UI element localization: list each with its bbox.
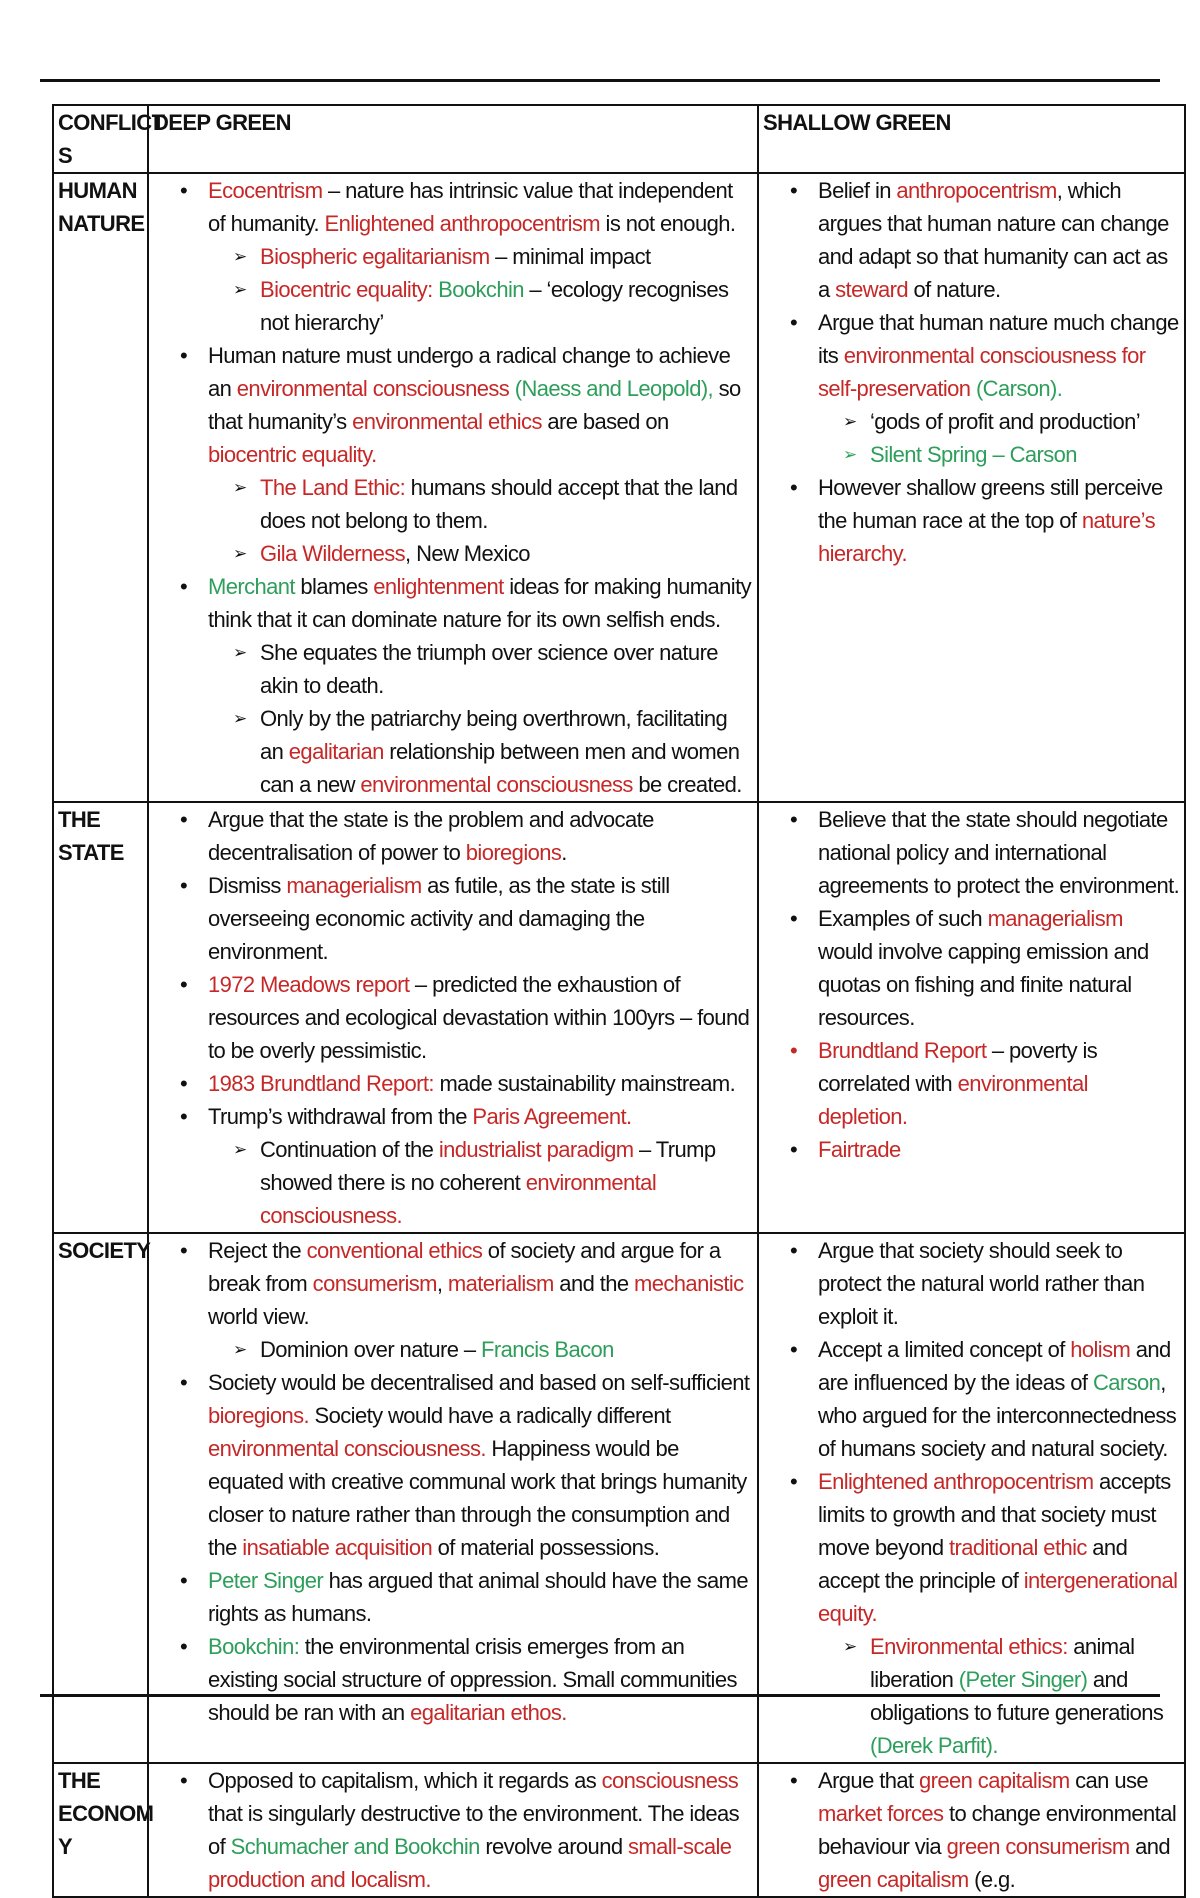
text-run: Opposed to capitalism, which it regards as [208,1768,602,1793]
key-term: 1983 Brundtland Report: [208,1071,434,1096]
bullet-item [763,306,1180,405]
text-run: Happiness would be equated with creative communal work that brings humanity closer to nature rather than through the consumption and the [208,1436,747,1560]
footer-rule [40,1694,1160,1697]
text-run: Believe that the state should negotiate national policy and international agreements to protect the environment. [818,807,1180,898]
text-run: Argue that human nature much change its [818,310,1179,368]
key-term: egalitarian [288,739,384,764]
text-run: as futile, as the state is still overseeing economic activity and damaging the environment. [208,873,670,964]
key-term: small-scale production and localism. [208,1834,732,1892]
text-run: Trump’s withdrawal from the [208,1104,473,1129]
key-term: bioregions. [208,1403,310,1428]
key-term: conventional ethics [306,1238,483,1263]
bullet-item [763,803,1180,902]
bullet-item [153,1764,753,1896]
key-term: Enlightened anthropocentrism [324,211,601,236]
bullet-item [153,1100,753,1133]
row-the-state [53,802,1185,1233]
bullet-item [763,1034,1180,1133]
text-run: blames [294,574,374,599]
text-run: relationship between men and women can a new [260,739,740,797]
thinker-reference: (Peter Singer) [958,1667,1088,1692]
sub-bullet-item [153,1333,753,1366]
key-term: 1972 Meadows report [208,972,410,997]
bullet-item [763,1234,1180,1333]
text-run: – nature has intrinsic value that independent of humanity. [208,178,733,236]
sub-bullet-item [153,702,753,801]
thinker-reference: Bookchin: [208,1634,300,1659]
deep-green-cell [148,1763,758,1897]
key-term: egalitarian ethos. [410,1700,567,1725]
text-run: ‘gods of profit and production’ [870,409,1141,434]
topic-cell: THE STATE [53,802,148,1233]
key-term: bioregions [465,840,562,865]
bullet-item [153,570,753,636]
text-run: Society would have a radically different [309,1403,671,1428]
text-run: the environmental crisis emerges from an existing social structure of oppression. Small communities should be ran with an [208,1634,737,1725]
key-term: Environmental ethics: [870,1634,1068,1659]
bullet-item [153,1630,753,1729]
text-run: – predicted the exhaustion of resources and ecological devastation within 100yrs – found to be overly pessimistic. [208,972,750,1063]
deep-green-cell [148,1233,758,1763]
thinker-reference: Merchant [208,574,295,599]
text-run: Examples of such [818,906,988,931]
shallow-green-cell [758,1763,1185,1897]
row-society [53,1233,1185,1763]
text-run: and accept the principle of [818,1535,1128,1593]
key-term: enlightenment [373,574,504,599]
text-run: to change environmental behaviour via [818,1801,1177,1859]
deep-green-cell [148,802,758,1233]
key-term: nature’s hierarchy. [818,508,1155,566]
text-run: Dismiss [208,873,287,898]
bullet-item [153,174,753,240]
bullet-item [153,1234,753,1333]
bullet-list [763,1234,1180,1762]
key-term: Biospheric egalitarianism [260,244,490,269]
text-run: Argue that [818,1768,920,1793]
bullet-item [153,339,753,471]
key-term: Enlightened anthropocentrism [818,1469,1094,1494]
bullet-list [153,1234,753,1729]
key-term: steward [835,277,908,302]
key-term: industrialist paradigm [438,1137,634,1162]
text-run: that is singularly destructive to the environment. The ideas of [208,1801,740,1859]
bullet-item [763,1764,1180,1896]
text-run: humans should accept that the land does not belong to them. [260,475,738,533]
key-term: intergenerational equity. [818,1568,1178,1626]
text-run: Argue that the state is the problem and advocate decentralisation of power to [208,807,654,865]
key-term: environmental consciousness [360,772,633,797]
thinker-reference: Schumacher and Bookchin [230,1834,480,1859]
bullet-item [763,1133,1180,1166]
thinker-reference: Francis Bacon [481,1337,614,1362]
key-term: Gila Wilderness [260,541,406,566]
text-run: of nature. [908,277,1001,302]
text-run: Only by the patriarchy being overthrown, facilitating an [260,706,728,764]
sub-bullet-item [153,273,753,339]
deep-green-cell [148,173,758,802]
text-run: Human nature must undergo a radical change to achieve an [208,343,731,401]
header-shallow-green: SHALLOW GREEN [758,105,1185,173]
key-term: environmental consciousness. [260,1170,657,1228]
text-run: and are influenced by the ideas of [818,1337,1171,1395]
key-term: biocentric equality. [208,442,377,467]
key-term: green consumerism [946,1834,1130,1859]
text-run: has argued that animal should have the same rights as humans. [208,1568,748,1626]
text-run: , [436,1271,448,1296]
key-term: consciousness [601,1768,739,1793]
bullet-item [153,1564,753,1630]
key-term: environmental consciousness for self-preservation [818,343,1146,401]
key-term: environmental consciousness [236,376,510,401]
header-rule [40,79,1160,82]
header-conflicts: CONFLICT S [53,105,148,173]
text-run: – Trump showed there is no coherent [260,1137,716,1195]
text-run: , which argues that human nature can change and adapt so that humanity can act as a [818,178,1169,302]
text-run: is not enough. [600,211,736,236]
key-term: Paris Agreement. [472,1104,632,1129]
bullet-list [153,1764,753,1896]
thinker-reference: (Carson). [970,376,1063,401]
key-term: materialism [447,1271,554,1296]
topic-cell: HUMAN NATURE [53,173,148,802]
text-run: Argue that society should seek to protect the natural world rather than exploit it. [818,1238,1145,1329]
bullet-item [153,803,753,869]
text-run: can use [1069,1768,1148,1793]
sub-bullet-item [153,636,753,702]
thinker-reference: Bookchin [438,277,524,302]
text-run: be created. [632,772,742,797]
text-run: are based on [541,409,669,434]
thinker-reference: (Naess and Leopold), [509,376,714,401]
key-term: environmental consciousness. [208,1436,486,1461]
text-run: Continuation of the [260,1137,439,1162]
shallow-green-cell [758,1233,1185,1763]
text-run: Dominion over nature – [260,1337,481,1362]
row-the-economy [53,1763,1185,1897]
text-run: and the [553,1271,635,1296]
text-run: revolve around [479,1834,628,1859]
header-row [53,105,1185,173]
text-run: so that humanity’s [208,376,741,434]
conflicts-table [52,104,1186,1898]
bullet-list [153,174,753,801]
text-run: of society and argue for a break from [208,1238,721,1296]
text-run: and [1129,1834,1170,1859]
key-term: market forces [818,1801,944,1826]
bullet-item [153,869,753,968]
topic-cell: THE ECONOM Y [53,1763,148,1897]
text-run: and obligations to future generations [870,1667,1164,1725]
key-term: mechanistic [634,1271,744,1296]
key-term: traditional ethic [949,1535,1087,1560]
sub-bullet-item [153,1133,753,1232]
thinker-reference: (Derek Parfit). [870,1733,998,1758]
bullet-item [763,174,1180,306]
text-run: Society would be decentralised and based on self-sufficient [208,1370,750,1395]
sub-bullet-item [763,438,1180,471]
key-term: insatiable acquisition [242,1535,433,1560]
bullet-item [153,1067,753,1100]
text-run: world view. [208,1304,309,1329]
text-run: made sustainability mainstream. [433,1071,736,1096]
text-run: She equates the triumph over science over nature akin to death. [260,640,718,698]
text-run: ideas for making humanity think that it can dominate nature for its own selfish ends. [208,574,751,632]
key-term: The Land Ethic: [260,475,406,500]
text-run: – poverty is correlated with [818,1038,1098,1096]
key-term: managerialism [286,873,422,898]
key-term: Brundtland Report [818,1038,987,1063]
text-run: . [561,840,567,865]
text-run: (e.g. [968,1867,1016,1892]
bullet-item [153,968,753,1067]
key-term: managerialism [987,906,1123,931]
text-run: accepts limits to growth and that society must move beyond [818,1469,1171,1560]
bullet-item [763,1465,1180,1630]
key-term: holism [1070,1337,1131,1362]
bullet-list [763,174,1180,570]
row-human-nature [53,173,1185,802]
bullet-item [763,471,1180,570]
thinker-reference: Peter Singer [208,1568,324,1593]
text-run: , who argued for the interconnectedness of humans society and natural society. [818,1370,1177,1461]
key-term: environmental ethics [352,409,542,434]
bullet-item [153,1366,753,1564]
text-run: animal liberation [870,1634,1135,1692]
key-term: Biocentric equality: [260,277,439,302]
shallow-green-cell [758,173,1185,802]
key-term: Ecocentrism [208,178,323,203]
sub-bullet-item [153,240,753,273]
text-run: However shallow greens still perceive the human race at the top of [818,475,1163,533]
key-term: Fairtrade [818,1137,901,1162]
shallow-green-cell [758,802,1185,1233]
text-run: – minimal impact [489,244,651,269]
sub-bullet-item [153,537,753,570]
text-run: Belief in [818,178,897,203]
sub-bullet-item [763,405,1180,438]
key-term: consumerism [312,1271,437,1296]
text-run: Accept a limited concept of [818,1337,1071,1362]
text-run: , New Mexico [405,541,530,566]
text-run: of material possessions. [432,1535,660,1560]
sub-bullet-item [153,471,753,537]
thinker-reference: Silent Spring – Carson [870,442,1077,467]
bullet-item [763,902,1180,1034]
bullet-item [763,1333,1180,1465]
key-term: anthropocentrism [896,178,1057,203]
text-run: Reject the [208,1238,307,1263]
bullet-list [763,1764,1180,1896]
thinker-reference: Carson [1092,1370,1161,1395]
bullet-list [763,803,1180,1166]
bullet-list [153,803,753,1232]
header-deep-green: DEEP GREEN [148,105,758,173]
key-term: environmental depletion. [818,1071,1088,1129]
key-term: green capitalism [919,1768,1070,1793]
key-term: green capitalism [818,1867,969,1892]
topic-cell: SOCIETY [53,1233,148,1763]
text-run: would involve capping emission and quotas on fishing and finite natural resources. [818,939,1149,1030]
text-run: – ‘ecology recognises not hierarchy’ [260,277,729,335]
